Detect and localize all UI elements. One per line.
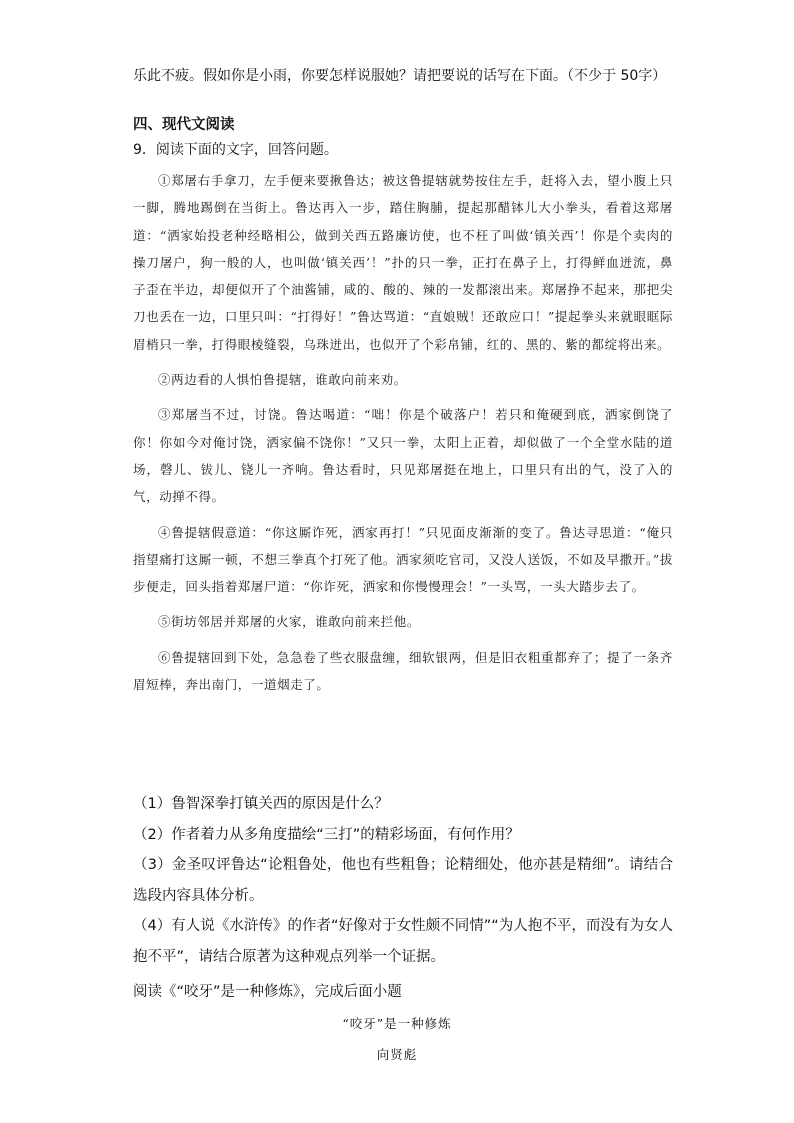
sub-question-4: （4）有人说《水浒传》的作者“好像对于女性颇不同情”“为人抱不平，而没有为女人抱不平”，请结合原著为这种观点列举一个证据。 [133,918,673,965]
sub-question-1: （1）鲁智深拳打镇关西的原因是什么？ [133,796,389,812]
reading-prompt: 阅读《“咬牙”是一种修炼》，完成后面小题 [133,984,402,1000]
passage-paragraph-6: ⑥鲁提辖回到下处，急急卷了些衣服盘缠，细软银两，但是旧衣粗重都弃了；提了一条齐眉短棒，奔出南门，一道烟走了。 [133,649,673,693]
passage-paragraph-2: ②两边看的人惧怕鲁提辖，谁敢向前来劝。 [158,372,407,388]
article-title: “咬牙”是一种修炼 [342,1016,452,1031]
passage-paragraph-5: ⑤街坊邻居并郑屠的火家，谁敢向前来拦他。 [158,614,421,630]
sub-question-2: （2）作者着力从多角度描绘“三打”的精彩场面，有何作用？ [133,826,520,843]
passage-paragraph-1: ①郑屠右手拿刀，左手便来要揪鲁达；被这鲁提辖就势按住左手，赶将入去，望小腹上只一脚，腾地踢倒在当街上。鲁达再入一步，踏住胸脯，提起那醋钵儿大小拳头，看着这郑屠道：“洒家始投老种经略相公，做到关西五路廉访使，也不枉了叫做‘镇关西’！你是个卖肉的操刀屠户，狗一般的人，也叫做‘镇关西’！”扑的只一拳，正打在鼻子上，打得鲜血迸流，鼻子歪在半边，却便似开了个油酱铺，咸的、酸的、辣的一发都滚出来。郑屠挣不起来，那把尖刀也丢在一边，口里只叫：“打得好！”鲁达骂道：“直娘贼！还敢应口！”提起拳头来就眼眶际眉梢只一拳，打得眼棱缝裂，乌珠迸出，也似开了个彩帛铺，红的、黑的、紫的都绽将出来。 [133,173,673,352]
question-9-intro: 9．阅读下面的文字，回答问题。 [133,142,338,158]
sub-questions [133,789,673,972]
passage [133,167,673,706]
sub-question-3: （3）金圣叹评鲁达“论粗鲁处，他也有些粗鲁；论精细处，他亦甚是精细”。请结合选段内容具体分析。 [133,857,673,904]
article-author: 向贤彪 [376,1047,418,1062]
passage-paragraph-3: ③郑屠当不过，讨饶。鲁达喝道：“咄！你是个破落户！若只和俺硬到底，洒家倒饶了你！你如今对俺讨饶，洒家偏不饶你！”又只一拳，太阳上正着，却似做了一个全堂水陆的道场，磬儿、钹儿、铙儿一齐响。鲁达看时，只见郑屠挺在地上，口里只有出的气，没了入的气，动掸不得。 [133,407,673,505]
previous-question-tail: 乐此不疲。假如你是小雨，你要怎样说服她？请把要说的话写在下面。（不少于 50字） [133,68,667,84]
section-heading: 四、现代文阅读 [133,117,235,133]
passage-paragraph-4: ④鲁提辖假意道：“你这厮诈死，洒家再打！”只见面皮渐渐的变了。鲁达寻思道：“俺只指望痛打这厮一顿，不想三拳真个打死了他。洒家须吃官司，又没人送饭，不如及早撒开。”拔步便走，回头指着郑屠尸道：“你诈死，洒家和你慢慢理会！”一头骂，一头大踏步去了。 [133,524,673,595]
